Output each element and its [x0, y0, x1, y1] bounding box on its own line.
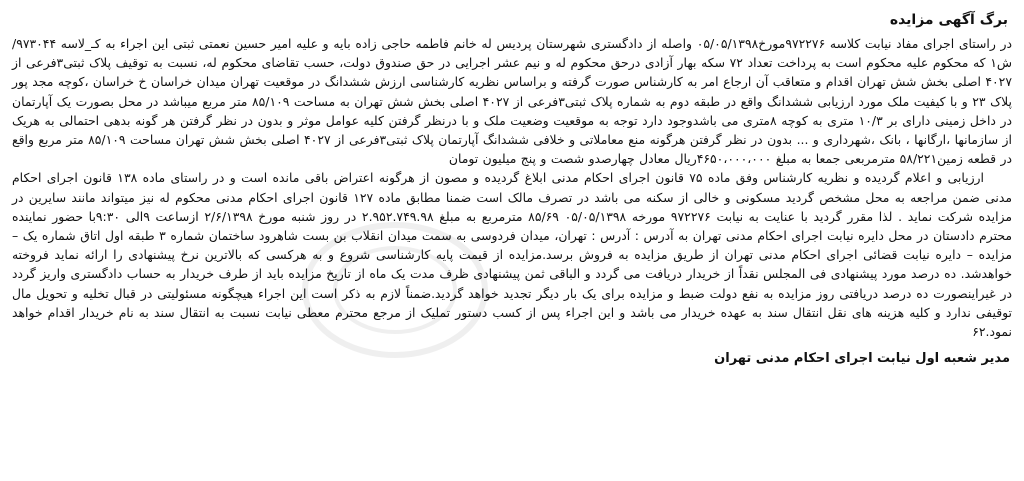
notice-paragraph-2: ارزیابی و اعلام گردیده و نظریه کارشناس وفق ماده ۷۵ قانون اجرای احکام مدنی ابلاغ گردیده و مصون از هرگونه اعتراض باقی مانده است و در راستای ماده ۱۳۸ قانون اجرای احکام مدنی ضمن مراجعه به محل مشخص گردید مسکونی و خالی از سکنه می باشد در تصرف مالک است ضمنا مطابق ماده ۱۲۷ قانون اجرای احکام مدنی محکوم له نیز میتواند مانند سایرین در مزایده شرکت نماید . لذا مقرر گردید با عنایت به نیابت ۹۷۲۲۷۶ مورخه ۰۵/۰۵/۱۳۹۸ ۸۵/۶۹ مترمربع به مبلغ ۲.۹۵۲.۷۴۹.۹۸ در روز شنبه مورخ ۲/۶/۱۳۹۸ ازساعت ۹الی ۹:۳۰با حضور نماینده محترم دادستان در محل دایره نیابت اجرای احکام مدنی تهران به آدرس : آدرس : تهران، میدان فردوسی به سمت میدان انقلاب بن بست شاهرود ساختمان شماره ۳ طبقه اول اتاق شماره یک –مزایده – دایره نیابت قضائی اجرای احکام مدنی تهران از طریق مزایده به فروش برسد.مزایده از قیمت پایه کارشناسی شروع و به هرکسی که بالاترین نرخ پیشنهادی را ارائه نماید فروخته خواهدشد. ده درصد مورد پیشنهادی فی المجلس نقداً از خریدار دریافت می گردد و الباقی ثمن پیشنهادی ظرف مدت یک ماه از تاریخ مزایده باید از طرف خریدار به حساب دادگستری واریز گردد در غیراینصورت ده درصد دریافتی روز مزایده به نفع دولت ضبط و مزایده برای یک بار دیگر تجدید خواهد گردید.ضمناً لازم به ذکر است این اجراء هیچگونه مسئولیتی در قبال تخلیه و تحویل مال توقیفی ندارد و کلیه هزینه های نقل انتقال سند به عهده خریدار می باشد و این اجراء پس از کسب دستور تملیک از مرجع محترم معطی نیابت نسبت به انتقال سند به نام خریدار اقدام خواهد نمود.۶۲ — [12, 170, 1013, 340]
signature-line: مدیر شعبه اول نیابت اجرای احکام مدنی تهران — [714, 351, 1010, 367]
auction-notice-document — [10, 4, 1014, 477]
document-title: برگ آگهی مزایده — [889, 12, 1008, 28]
notice-paragraph-1: در راستای اجرای مفاد نیابت کلاسه ۹۷۲۲۷۶مورخ۰۵/۰۵/۱۳۹۸ واصله از دادگستری شهرستان پردیس له خانم فاطمه حاجی زاده بایه و علیه امیر حسین نعمتی ثبتی این اجراء به کـ_لاسه ۹۷۳۰۴۴/ش۱ که محکوم علیه محکوم است به پرداخت تعداد ۷۲ سکه بهار آزادی درحق محکوم له و نیم عشر اجرایی در حق صندوق دولت، حسب تقاضای محکوم له، نسبت به توقیف پلاک ثبتی۳فرعی از ۴۰۲۷ اصلی بخش شش تهران اقدام و متعاقب آن ارجاع امر به کارشناس صورت گرفته و براساس نظریه کارشناسی ارزش ششدانگ در موقعیت تهران میدان خراسان خ خراسان ،کوچه مجد پور پلاک ۲۳ و با کیفیت ملک مورد ارزیابی ششدانگ واقع در طبقه دوم به شماره پلاک ثبتی۳فرعی از ۴۰۲۷ اصلی بخش شش تهران به مساحت ۸۵/۱۰۹ متر مربع میباشد در محل بصورت یک آپارتمان در داخل زمینی دارای بر ۱۰/۳ متری به کوچه ۸متری می باشدوجود دارد توجه به موقعیت وضعیت ملک و با درنظر گرفتن کلیه عوامل موثر و بدون در نظر گرفتن هر گونه بدهی احتمالی به هریک از سازمانها ،ارگانها ، بانک ،شهرداری و ... بدون در نظر گرفتن هرگونه منع معاملاتی و خلافی ششدانگ آپارتمان پلاک ثبتی۳فرعی از ۴۰۲۷ اصلی بخش شش تهران مساحت ۸۵/۱۰۹ متر مربع واقع در قطعه زمین۵۸/۲۲۱ مترمربعی جمعا به مبلغ ۴۶۵۰،۰۰۰،۰۰۰ریال معادل چهارصدو شصت و پنج میلیون تومان — [12, 36, 1013, 167]
